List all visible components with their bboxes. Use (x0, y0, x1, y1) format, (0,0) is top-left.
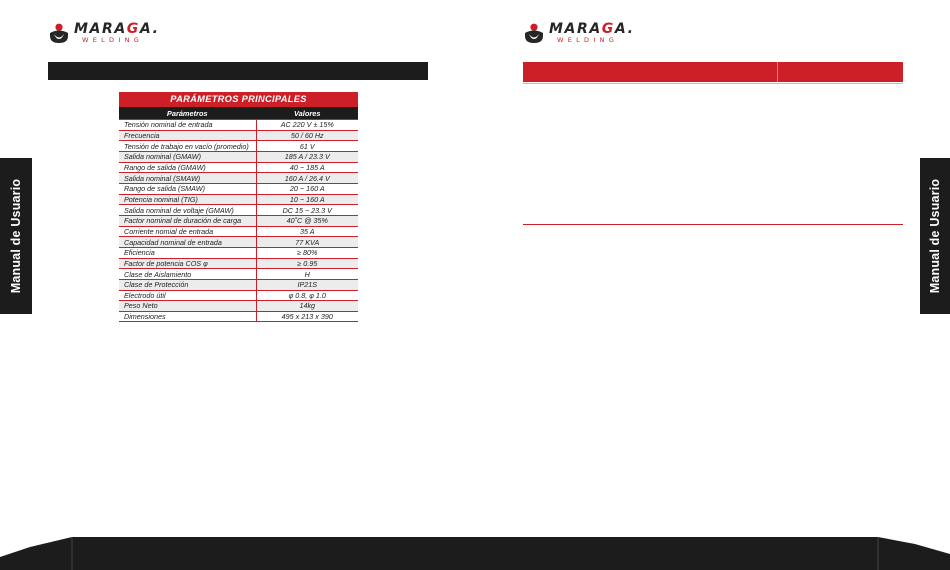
right-page (475, 0, 950, 570)
table-row (119, 237, 358, 248)
brand-logo: MARAGA. WELDING (48, 22, 160, 44)
column-header-parameters: Parámetros (119, 107, 256, 120)
footer-band-right (475, 537, 950, 570)
table-row (119, 151, 358, 162)
parameter-value: 50 / 60 Hz (256, 130, 358, 141)
parameter-value: H (256, 269, 358, 280)
parameter-name: Rango de salida (SMAW) (119, 183, 256, 194)
side-tab-right (920, 158, 950, 314)
parameter-value: 40 ~ 185 A (256, 162, 358, 173)
header-divider (777, 62, 778, 82)
table-row (119, 173, 358, 184)
table-row (119, 130, 358, 141)
side-tab-label: Manual de Usuario (928, 178, 942, 294)
section-divider-line (523, 224, 903, 225)
parameter-name: Tensión nominal de entrada (119, 120, 256, 131)
table-row (119, 258, 358, 269)
parameter-name: Factor nominal de duración de carga (119, 215, 256, 226)
parameter-value: 77 KVA (256, 237, 358, 248)
table-row (119, 162, 358, 173)
parameter-name: Capacidad nominal de entrada (119, 237, 256, 248)
brand-logo-right: MARAGA. WELDING (523, 22, 635, 44)
table-title: PARÁMETROS PRINCIPALES (119, 92, 358, 107)
table-row (119, 215, 358, 226)
parameter-name: Clase de Aislamiento (119, 269, 256, 280)
side-tab (0, 158, 32, 314)
side-tab-label: Manual de Usuario (9, 178, 23, 294)
parameter-name: Rango de salida (GMAW) (119, 162, 256, 173)
section-header-bar-red (523, 62, 903, 82)
parameter-name: Eficiencia (119, 247, 256, 258)
table-row (119, 290, 358, 301)
parameter-name: Corriente nomial de entrada (119, 226, 256, 237)
parameter-name: Clase de Protección (119, 279, 256, 290)
table-row (119, 301, 358, 312)
table-row (119, 183, 358, 194)
parameter-name: Frecuencia (119, 130, 256, 141)
parameter-value: 61 V (256, 141, 358, 152)
parameter-name: Tensión de trabajo en vacío (promedio) (119, 141, 256, 152)
parameter-name: Factor de potencia COS φ (119, 258, 256, 269)
section-header-bar (48, 62, 428, 80)
parameter-name: Potencia nominal (TIG) (119, 194, 256, 205)
logo-emblem-icon (523, 22, 545, 44)
logo-emblem-icon (48, 22, 70, 44)
parameter-value: 20 ~ 160 A (256, 183, 358, 194)
footer-band (0, 537, 475, 570)
parameter-value: AC 220 V ± 15% (256, 120, 358, 131)
table-row (119, 194, 358, 205)
table-row (119, 311, 358, 322)
parameter-name: Salida nominal (GMAW) (119, 151, 256, 162)
parameter-value: 35 A (256, 226, 358, 237)
parameter-value: 185 A / 23.3 V (256, 151, 358, 162)
parameter-value: ≥ 80% (256, 247, 358, 258)
parameter-name: Electrodo útil (119, 290, 256, 301)
parameters-table (119, 92, 358, 322)
parameter-value: ≥ 0.95 (256, 258, 358, 269)
parameter-value: 14kg (256, 301, 358, 312)
brand-subtitle: WELDING (557, 36, 619, 45)
parameter-value: 160 A / 26.4 V (256, 173, 358, 184)
parameter-value: 10 ~ 160 A (256, 194, 358, 205)
parameter-name: Peso Neto (119, 301, 256, 312)
table-row (119, 226, 358, 237)
parameter-value: IP21S (256, 279, 358, 290)
parameter-name: Salida nominal (SMAW) (119, 173, 256, 184)
table-row (119, 120, 358, 131)
parameter-name: Salida nominal de voltaje (GMAW) (119, 205, 256, 216)
table-row (119, 205, 358, 216)
parameter-value: 40˚C @ 35% (256, 215, 358, 226)
parameter-value: φ 0.8, φ 1.0 (256, 290, 358, 301)
table-row (119, 269, 358, 280)
table-row (119, 141, 358, 152)
table-row (119, 279, 358, 290)
brand-subtitle: WELDING (82, 36, 144, 45)
column-header-values: Valores (256, 107, 358, 120)
parameter-value: 495 x 213 x 390 (256, 311, 358, 322)
header-underline (523, 83, 903, 84)
parameter-value: DC 15 ~ 23.3 V (256, 205, 358, 216)
parameter-name: Dimensiones (119, 311, 256, 322)
table-row (119, 247, 358, 258)
